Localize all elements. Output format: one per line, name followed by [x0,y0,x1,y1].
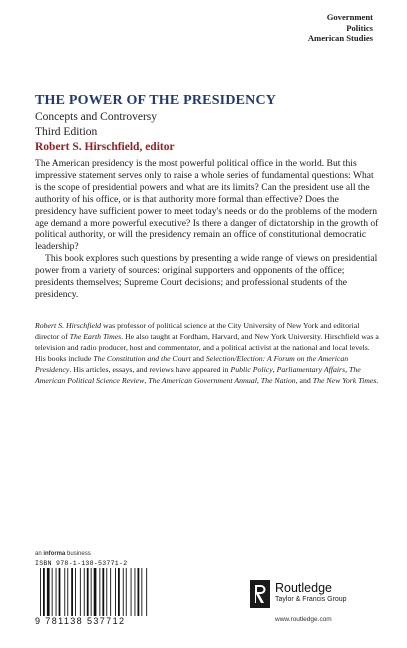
description-paragraph: The American presidency is the most powerful political office in the world. But this impressive statement serves only to raise a whole series of fundamental questions: What is the scope of presidential powers and what are its limits? Can the president use all the authority of his office, or is that authority more formal than effective? Does the presidency have sufficient power to meet today's needs or do the problems of the modern age demand a more powerful executive? Is there a danger of dictatorship in the growth of political authority, or will the presidency remain an office of constitutional democratic leadership? [35,158,379,253]
book-description [35,158,381,301]
barcode-digits: 9 781138 537712 [35,616,126,626]
publisher-url[interactable]: www.routledge.com [275,616,332,623]
book-edition: Third Edition [35,126,98,138]
bio-text: . His articles, essays, and reviews have appeared in [69,364,231,374]
book-subtitle: Concepts and Controversy [35,111,158,123]
bio-text: . He also taught at Fordham, Harvard, and New York University. Hirschfield was a television and radio producer, host and commentator, and a political activist at the national and local levels. His books include [35,331,379,363]
informa-suffix: business [65,551,91,557]
book-title: THE POWER OF THE PRESIDENCY [35,93,277,108]
bio-title: The American Political Science Review [35,364,361,385]
bio-author-name: Robert S. Hirschfield [35,321,102,330]
bio-title: The New York Times [312,375,377,385]
publisher-group: Taylor & Francis Group [275,596,347,603]
bio-title: The Earth Times [69,331,122,341]
informa-prefix: an [35,551,44,557]
bio-title: The Constitution and the Court [93,353,191,363]
informa-business-tag [35,551,91,557]
subject-item: American Studies [307,33,373,43]
bio-text: , [144,375,149,385]
barcode-icon [40,568,148,616]
bio-title: Selection/Election: A Forum on the American Presidency [35,353,349,374]
bio-text: , [272,364,277,374]
author-bio [35,321,381,386]
publisher-name: Routledge [275,581,332,595]
bio-text: , and [295,375,313,385]
subject-item: Politics [346,22,373,33]
bio-text: , [345,364,349,374]
bio-title: Parliamentary Affairs [276,364,346,374]
subject-item: Government [326,12,373,22]
bio-title: The Nation [260,375,296,385]
bio-text: . [376,375,379,385]
bio-text: was professor of political science at the City University of New York and editorial director of [35,321,360,341]
bio-text: and [190,353,206,363]
subject-categories [308,12,373,44]
bio-text: , [256,375,261,385]
book-editor: Robert S. Hirschfield, editor [35,141,175,153]
isbn-label: ISBN 978-1-138-53771-2 [35,560,128,567]
publisher-block [250,580,380,628]
routledge-logo-icon [250,580,270,608]
description-paragraph: This book explores such questions by presenting a wide range of views on presidential power from a variety of sources: original supporters and opponents of the office; presidents themselves; Supreme Court decisions; and professional students of the presidency. [35,253,378,300]
bio-title: Public Policy [230,364,273,374]
bio-title: The American Government Annual [148,375,257,385]
informa-brand: informa [43,551,66,557]
